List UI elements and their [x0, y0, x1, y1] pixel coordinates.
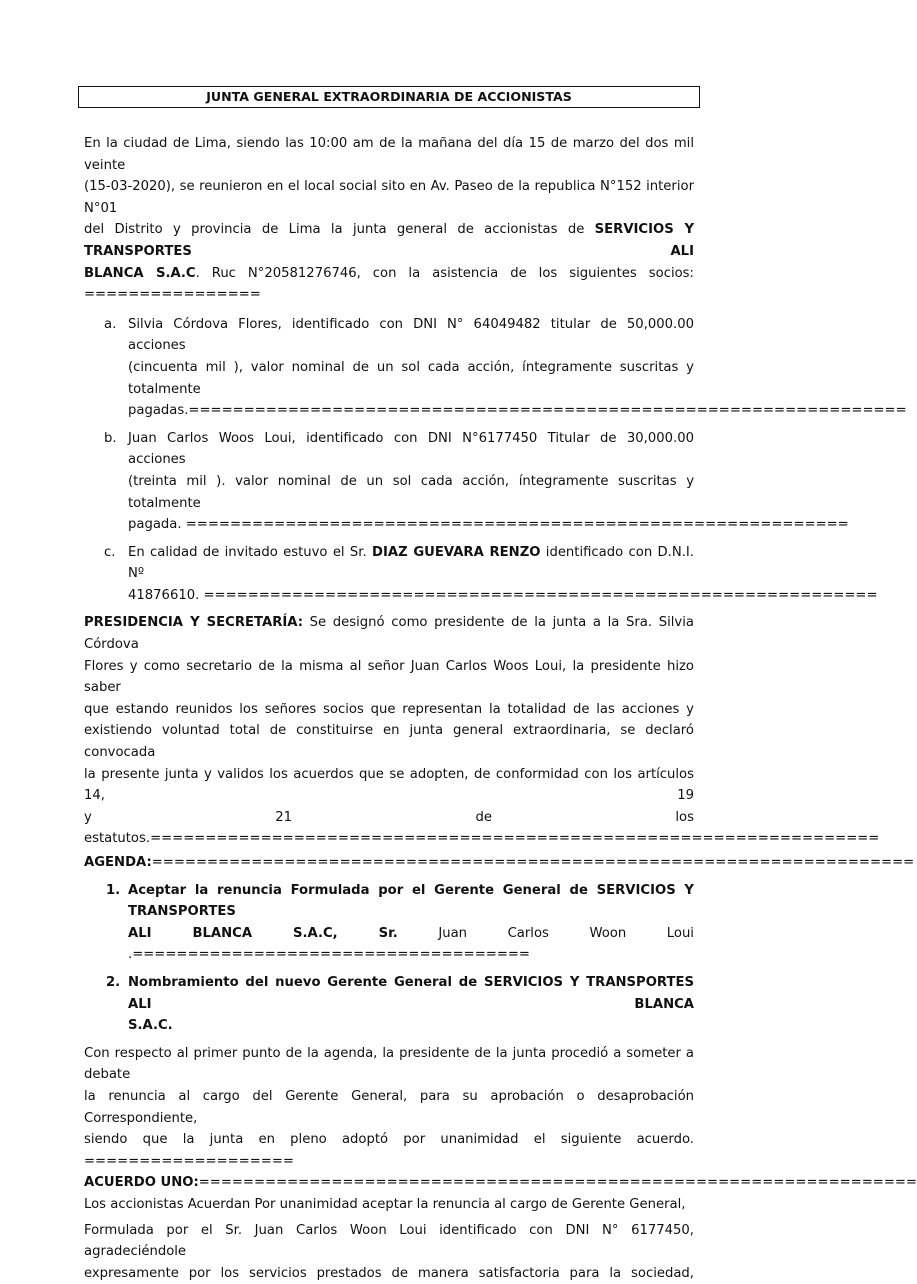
- agenda-line: S.A.C.: [128, 1018, 173, 1034]
- intro-line-4: [84, 263, 694, 285]
- acuerdo-line: expresamente por los servicios prestados de manera satisfactoria para la sociedad,: [84, 1265, 694, 1281]
- punto-line: la renuncia al cargo del Gerente General, para su aprobación o desaprobación Correspondiente,: [84, 1088, 694, 1126]
- presidencia-line-1: [84, 612, 694, 655]
- agenda-item: [84, 880, 694, 966]
- agenda-text: ALI BLANCA S.A.C, Sr.: [128, 925, 398, 941]
- presidencia-paragraph: [84, 612, 880, 850]
- list-marker: a.: [104, 316, 117, 332]
- document-title: JUNTA GENERAL EXTRAORDINARIA DE ACCIONISTAS: [78, 86, 700, 108]
- presidencia-line: que estando reunidos los señores socios que representan la totalidad de las acciones y: [84, 701, 694, 717]
- member-item: [84, 314, 907, 422]
- guest-name: DIAZ GUEVARA RENZO: [372, 544, 541, 560]
- presidencia-line: existiendo voluntad total de constituirse en junta general extraordinaria, se declaró convocada: [84, 723, 694, 761]
- list-marker: c.: [104, 544, 116, 560]
- presidencia-line: Flores y como secretario de la misma al señor Juan Carlos Woos Loui, la presidente hizo saber: [84, 658, 694, 696]
- member-item: [84, 542, 878, 607]
- agenda-line: [128, 923, 694, 945]
- agenda-heading-line: [84, 852, 915, 874]
- member-line: pagadas.=================================================================: [128, 403, 907, 419]
- member-item: [84, 428, 849, 536]
- presidencia-line: la presente junta y validos los acuerdos que se adopten, de conformidad con los artículos 14, 19: [84, 766, 694, 804]
- member-line: 41876610. =============================================================: [128, 587, 878, 603]
- presidencia-line: y 21 de los: [84, 809, 694, 825]
- presidencia-text: Se designó como presidente de la junta a la Sra. Silvia Córdova: [84, 615, 694, 653]
- list-marker: 2.: [106, 974, 121, 990]
- member-line: (treinta mil ). valor nominal de un sol cada acción, íntegramente suscritas y totalmente: [128, 473, 694, 511]
- agenda-item: [84, 972, 694, 1037]
- member-line: [128, 542, 694, 585]
- list-marker: b.: [104, 430, 117, 446]
- agenda-rule: =====================================================================: [151, 855, 915, 870]
- acuerdo-rule: =================================================================: [198, 1175, 917, 1191]
- presidencia-heading: PRESIDENCIA Y SECRETARÍA:: [84, 615, 303, 631]
- acuerdo-heading-line: [84, 1172, 917, 1194]
- company-name-cont: BLANCA S.A.C: [84, 265, 196, 281]
- punto-paragraph: [84, 1043, 694, 1173]
- agenda-person: Juan Carlos Woon Loui: [397, 925, 694, 941]
- list-marker: 1.: [106, 882, 121, 898]
- punto-line: siendo que la junta en pleno adoptó por unanimidad el siguiente acuerdo.: [84, 1132, 694, 1148]
- company-name: SERVICIOS Y TRANSPORTES ALI: [84, 222, 694, 259]
- member-line: pagada. ============================================================: [128, 517, 849, 533]
- member-line: (cincuenta mil ), valor nominal de un sol cada acción, íntegramente suscritas y totalmente: [128, 359, 694, 397]
- guest-text: En calidad de invitado estuvo el Sr.: [128, 544, 373, 560]
- intro-line-5: ================: [84, 287, 261, 303]
- intro-line-3: [84, 219, 694, 262]
- members-list: [84, 314, 907, 607]
- document-page: [84, 86, 917, 1284]
- acuerdo-line: Los accionistas Acuerdan Por unanimidad aceptar la renuncia al cargo de Gerente General,: [84, 1196, 686, 1212]
- agenda-heading: AGENDA:: [84, 855, 152, 870]
- intro-paragraph: [84, 133, 694, 306]
- presidencia-line: estatutos.==================================================================: [84, 831, 880, 847]
- agenda-line: Aceptar la renuncia Formulada por el Gerente General de SERVICIOS Y TRANSPORTES: [128, 882, 694, 920]
- intro-line-1: En la ciudad de Lima, siendo las 10:00 am de la mañana del día 15 de marzo del dos mil veinte: [84, 136, 694, 173]
- intro-line-2: (15-03-2020), se reunieron en el local social sito en Av. Paseo de la republica N°152 interior N°01: [84, 179, 694, 216]
- member-line: Juan Carlos Woos Loui, identificado con DNI N°6177450 Titular de 30,000.00 acciones: [128, 430, 694, 468]
- ruc-text: . Ruc N°20581276746, con la asistencia de los siguientes socios:: [195, 265, 694, 281]
- guest-dni-text: identificado con D.N.I. Nº: [128, 544, 695, 582]
- intro-text: del Distrito y provincia de Lima la junta general de accionistas de: [84, 222, 595, 238]
- acuerdo-paragraph: [84, 1172, 917, 1284]
- acuerdo-line: Formulada por el Sr. Juan Carlos Woon Loui identificado con DNI N° 6177450, agradeciéndole: [84, 1222, 694, 1260]
- agenda-line: .====================================: [128, 947, 530, 963]
- punto-line: ===================: [84, 1153, 294, 1169]
- member-line: Silvia Córdova Flores, identificado con DNI N° 64049482 titular de 50,000.00 acciones: [128, 316, 694, 354]
- agenda-line: Nombramiento del nuevo Gerente General de SERVICIOS Y TRANSPORTES ALI BLANCA: [128, 974, 694, 1012]
- agenda-list: [84, 880, 694, 1037]
- acuerdo-heading: ACUERDO UNO:: [84, 1175, 199, 1191]
- punto-line: Con respecto al primer punto de la agenda, la presidente de la junta procedió a someter a debate: [84, 1045, 694, 1083]
